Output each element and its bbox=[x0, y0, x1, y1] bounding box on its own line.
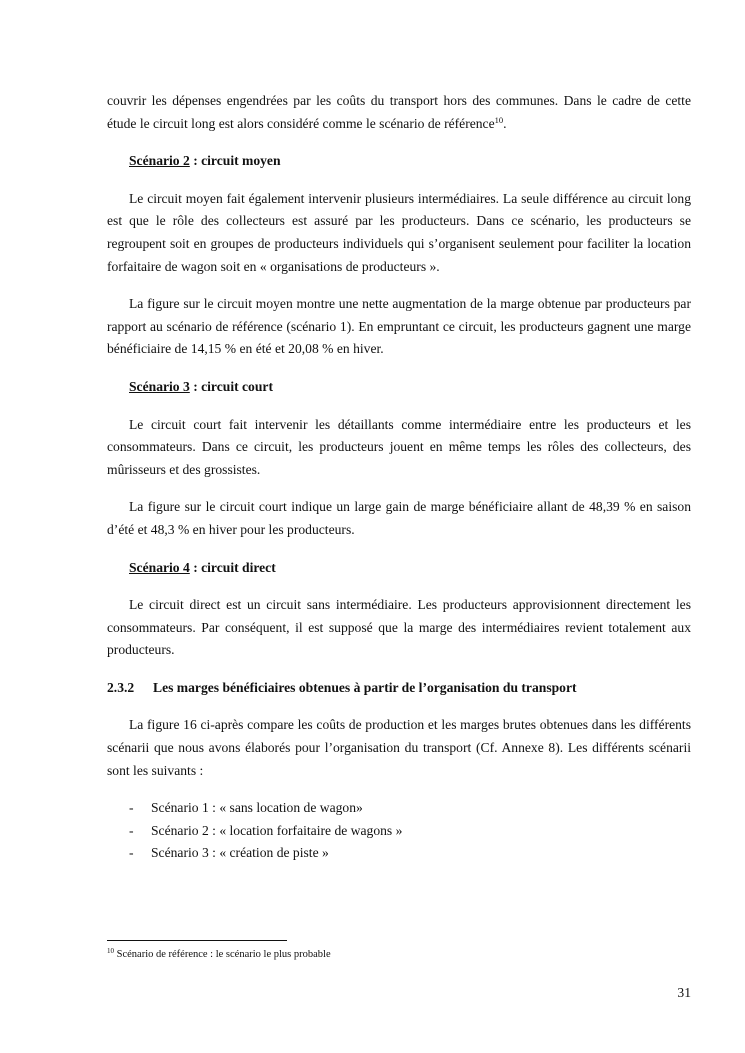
scenario-2-label: Scénario 2 bbox=[129, 153, 190, 169]
footnote bbox=[107, 948, 331, 962]
list-item bbox=[107, 842, 691, 865]
list-item-text: Scénario 1 : « sans location de wagon» bbox=[151, 800, 363, 816]
scenario-list bbox=[107, 797, 691, 865]
scenario-4-label: Scénario 4 bbox=[129, 559, 190, 575]
scenario-3-label: Scénario 3 bbox=[129, 378, 190, 394]
scenario-2-title: : circuit moyen bbox=[189, 153, 281, 169]
list-item-text: Scénario 3 : « création de piste » bbox=[151, 845, 329, 861]
list-dash: - bbox=[129, 822, 134, 838]
page-body bbox=[107, 90, 691, 865]
scenario-4-heading bbox=[107, 557, 691, 580]
scenario-4-title: : circuit direct bbox=[189, 559, 276, 575]
section-number: 2.3.2 bbox=[107, 679, 135, 695]
scenario-2-heading bbox=[107, 150, 691, 173]
paragraph-intro-end: . bbox=[503, 115, 507, 131]
list-dash: - bbox=[129, 845, 134, 861]
footnote-ref[interactable]: 10 bbox=[494, 114, 504, 125]
page-number: 31 bbox=[677, 985, 691, 1000]
paragraph-intro bbox=[107, 90, 691, 135]
section-title: Les marges bénéficiaires obtenues à partir de l’organisation du transport bbox=[153, 679, 577, 695]
paragraph-figure-16: La figure 16 ci-après compare les coûts de production et les marges brutes obtenues dans les différents scénarii que nous avons élaborés pour l’organisation du transport (Cf. Annexe 8). Les différents scénarii sont les suivants : bbox=[107, 717, 691, 778]
footnote-number: 10 bbox=[107, 947, 114, 955]
scenario-3-title: : circuit court bbox=[189, 378, 273, 394]
list-item bbox=[107, 797, 691, 820]
paragraph-scenario-2-desc: Le circuit moyen fait également intervenir plusieurs intermédiaires. La seule différence au circuit long est que le rôle des collecteurs est assuré par les producteurs. Dans ce scénario, les producteurs se regroupent soit en groupes de producteurs individuels qui s’organisent seulement pour faciliter la location forfaitaire de wagon soit en « organisations de producteurs ». bbox=[107, 190, 691, 274]
footnote-text: Scénario de référence : le scénario le plus probable bbox=[114, 949, 331, 960]
paragraph-scenario-2-figure: La figure sur le circuit moyen montre une nette augmentation de la marge obtenue par producteurs par rapport au scénario de référence (scénario 1). En empruntant ce circuit, les producteurs gagnent une marge bénéficiaire de 14,15 % en été et 20,08 % en hiver. bbox=[107, 296, 691, 357]
paragraph-scenario-3-figure: La figure sur le circuit court indique un large gain de marge bénéficiaire allant de 48,39 % en saison d’été et 48,3 % en hiver pour les producteurs. bbox=[107, 499, 691, 537]
paragraph-scenario-3-desc: Le circuit court fait intervenir les détaillants comme intermédiaire entre les producteurs et les consommateurs. Dans ce circuit, les producteurs jouent en même temps les rôles des collecteurs, des mûrisseurs et des grossistes. bbox=[107, 416, 691, 477]
scenario-3-heading bbox=[107, 376, 691, 399]
list-dash: - bbox=[129, 800, 134, 816]
paragraph-scenario-4-desc: Le circuit direct est un circuit sans intermédiaire. Les producteurs approvisionnent directement les consommateurs. Par conséquent, il est supposé que la marge des intermédiaires revient totalement aux producteurs. bbox=[107, 597, 691, 658]
footnote-divider bbox=[107, 940, 287, 941]
list-item bbox=[107, 820, 691, 843]
list-item-text: Scénario 2 : « location forfaitaire de wagons » bbox=[151, 822, 403, 838]
paragraph-intro-text: couvrir les dépenses engendrées par les coûts du transport hors des communes. Dans le cadre de cette étude le circuit long est alors considéré comme le scénario de référence bbox=[107, 93, 691, 131]
section-heading bbox=[107, 677, 691, 700]
